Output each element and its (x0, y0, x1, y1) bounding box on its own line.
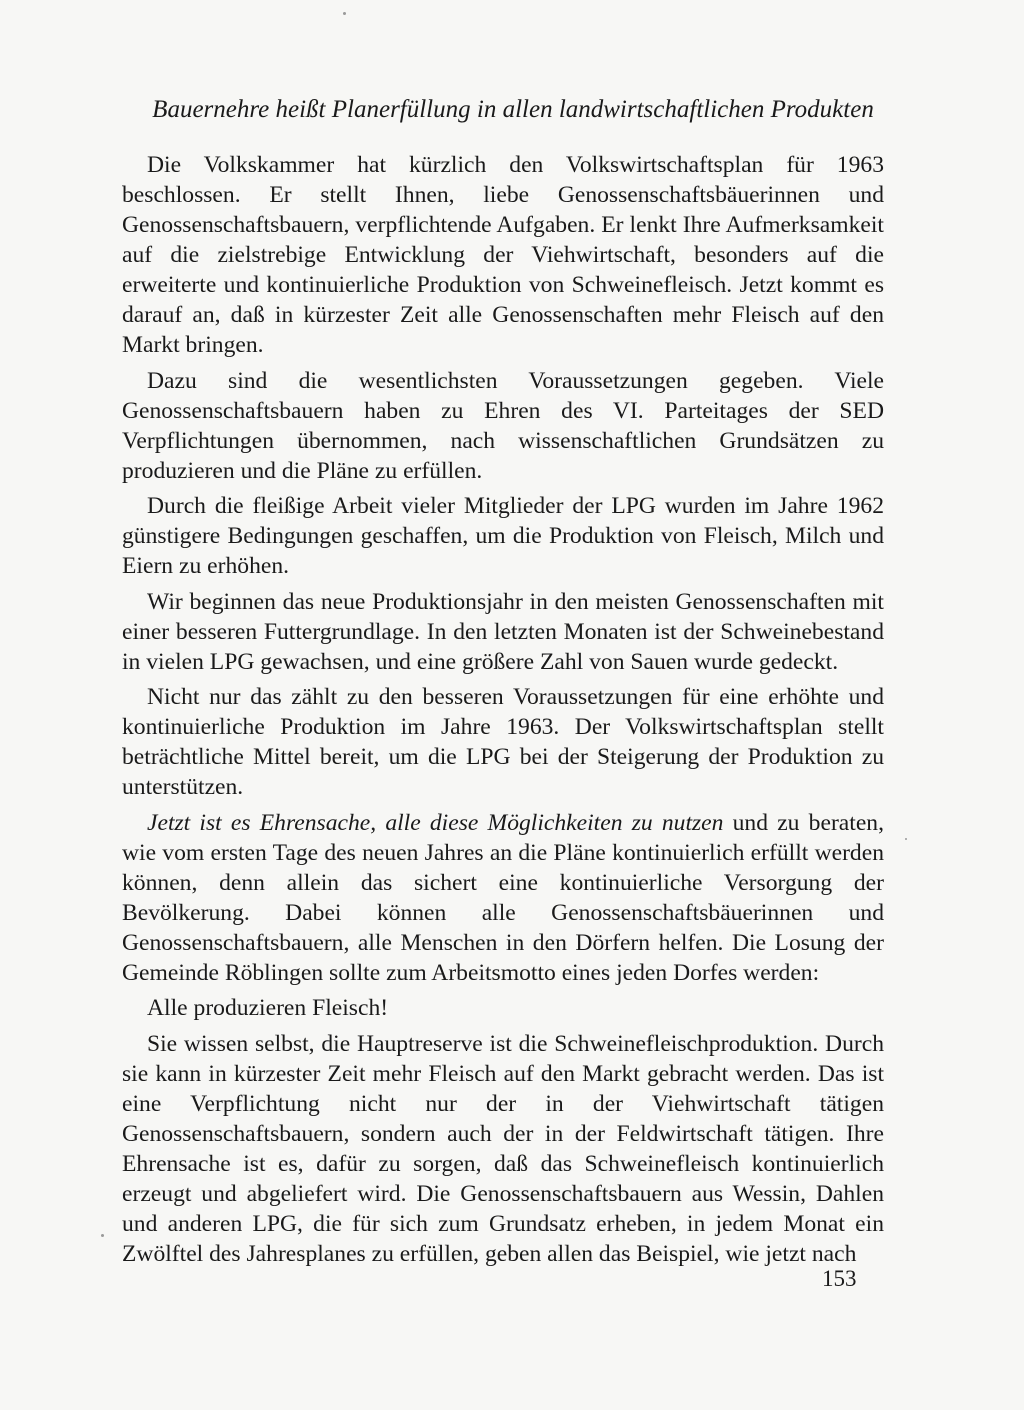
section-heading: Bauernehre heißt Planerfüllung in allen landwirtschaftlichen Produkten (152, 96, 874, 123)
paragraph: Durch die fleißige Arbeit vieler Mitglieder der LPG wurden im Jahre 1962 günstigere Bedingungen geschaffen, um die Produktion von Fleisch, Milch und Eiern zu erhöhen. (122, 493, 884, 579)
body-text (122, 150, 884, 1274)
paragraph: Sie wissen selbst, die Hauptreserve ist die Schweinefleischproduktion. Durch sie kann in kürzester Zeit mehr Fleisch auf den Markt gebracht werden. Das ist eine Verpflichtung nicht nur der in der Viehwirtschaft tätigen Genossenschaftsbauern, sondern auch der in der Feldwirtschaft tätigen. Ihre Ehrensache ist es, dafür zu sorgen, daß das Schweinefleisch kontinuierlich erzeugt und abgeliefert wird. Die Genossenschaftsbauern aus Wessin, Dahlen und anderen LPG, die für sich zum Grundsatz erheben, in jedem Monat ein Zwölftel des Jahresplanes zu erfüllen, geben allen das Beispiel, wie jetzt nach (122, 1030, 884, 1267)
emphasized-phrase: Jetzt ist es Ehrensache, alle diese Möglichkeiten zu nutzen (147, 809, 724, 836)
paragraph: Dazu sind die wesentlichsten Voraussetzungen gegeben. Viele Genossenschaftsbauern haben zu Ehren des VI. Parteitages der SED Verpflichtungen übernommen, nach wissenschaftlichen Grundsätzen zu produzieren und die Pläne zu erfüllen. (122, 367, 884, 484)
paragraph: Die Volkskammer hat kürzlich den Volkswirtschaftsplan für 1963 beschlossen. Er stellt Ihnen, liebe Genossenschaftsbäuerinnen und Genossenschaftsbauern, verpflichtende Aufgaben. Er lenkt Ihre Aufmerksamkeit auf die zielstrebige Entwicklung der Viehwirtschaft, besonders auf die erweiterte und kontinuierliche Produktion von Schweinefleisch. Jetzt kommt es darauf an, daß in kürzester Zeit alle Genossenschaften mehr Fleisch auf den Markt bringen. (122, 152, 884, 358)
paragraph-text: und zu beraten, wie vom ersten Tage des neuen Jahres an die Pläne kontinuierlich erfüllt werden können, denn allein das sichert eine kontinuierliche Versorgung der Bevölkerung. Dabei können alle Genossenschaftsbäuerinnen und Genossenschaftsbauern, alle Menschen in den Dörfern helfen. Die Losung der Gemeinde Röblingen sollte zum Arbeitsmotto eines jeden Dorfes werden: (122, 809, 884, 986)
paragraph: Nicht nur das zählt zu den besseren Voraussetzungen für eine erhöhte und kontinuierliche Produktion im Jahre 1963. Der Volkswirtschaftsplan stellt beträchtliche Mittel bereit, um die LPG bei der Steigerung der Produktion zu unterstützen. (122, 684, 884, 800)
page-number: 153 (822, 1266, 857, 1291)
paragraph (122, 808, 884, 988)
scan-speck (905, 838, 907, 840)
scan-speck (101, 1234, 104, 1237)
paragraph-slogan: Alle produzieren Fleisch! (147, 995, 389, 1021)
paragraph: Wir beginnen das neue Produktionsjahr in den meisten Genossenschaften mit einer besseren Futtergrundlage. In den letzten Monaten ist der Schweinebestand in vielen LPG gewachsen, und eine größere Zahl von Sauen wurde gedeckt. (122, 588, 884, 675)
scan-speck (343, 12, 346, 15)
